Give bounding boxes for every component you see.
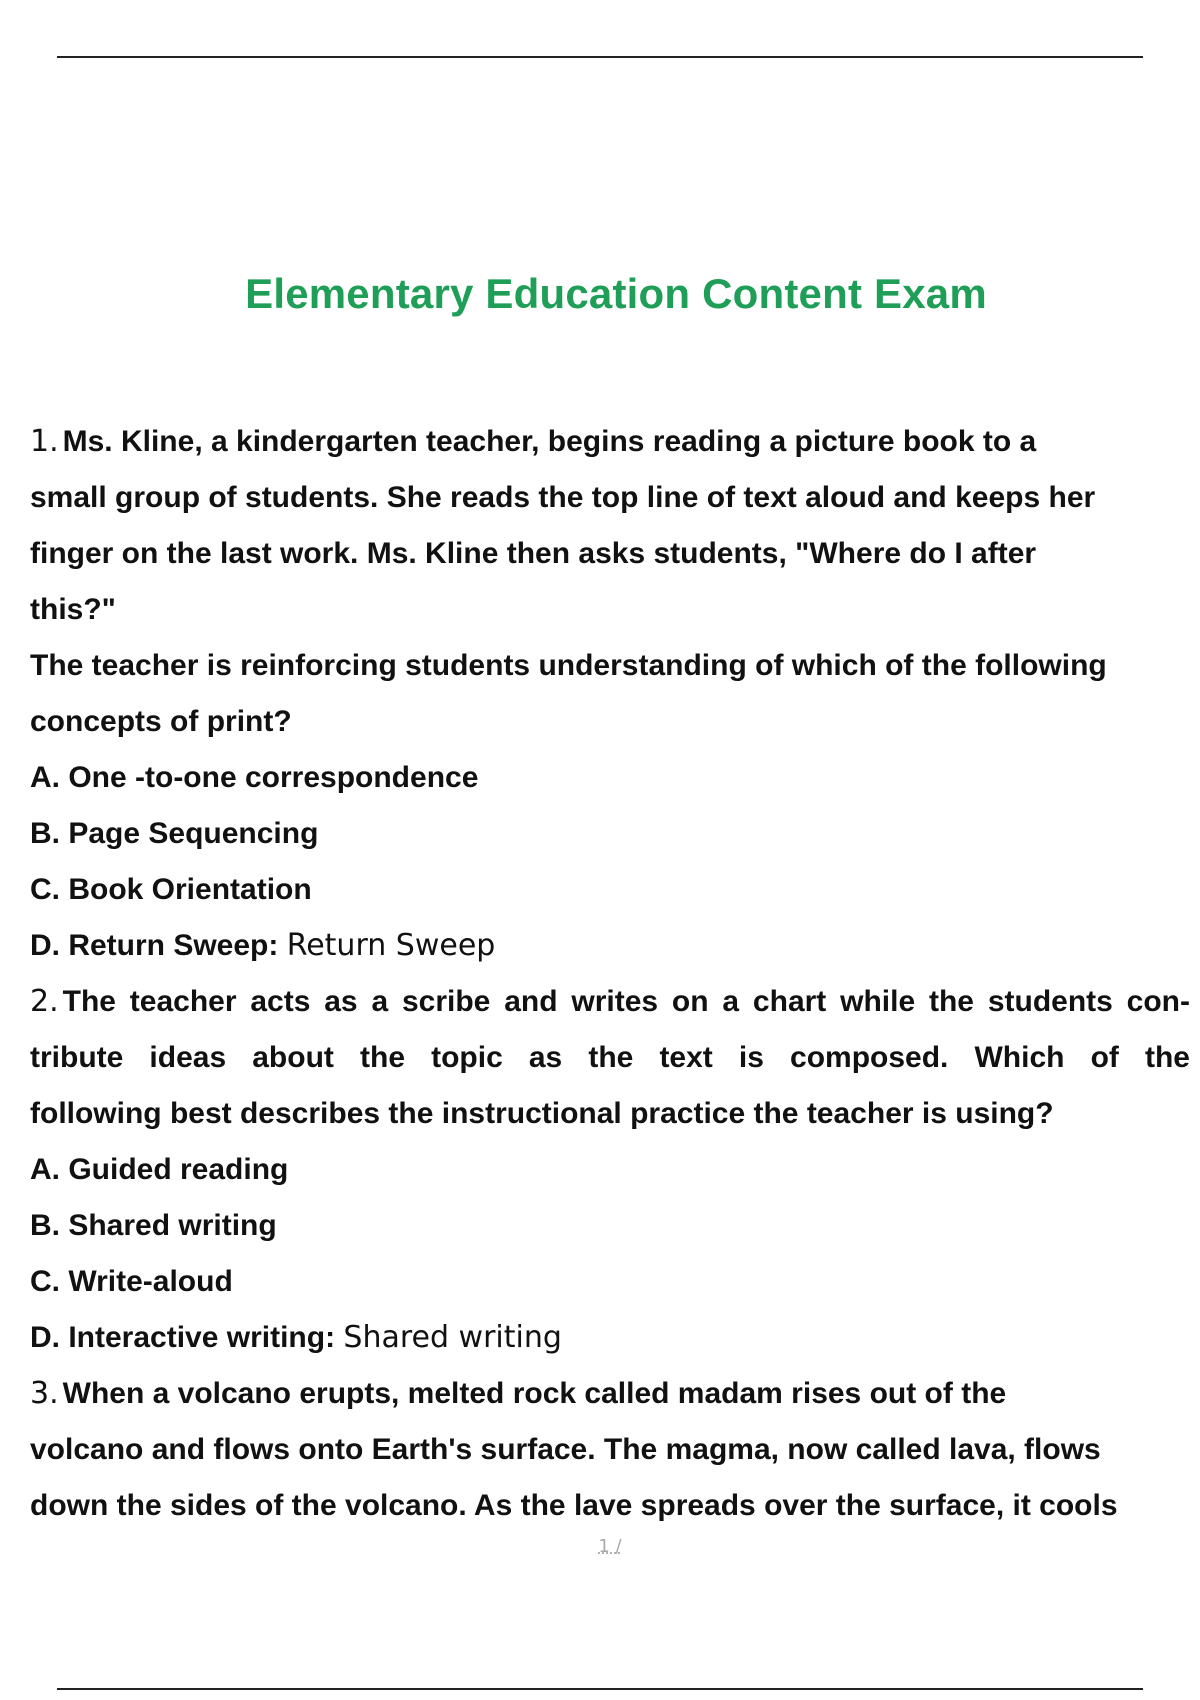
answer-text: Return Sweep xyxy=(286,928,496,963)
question-3-line-1: 3. When a volcano erupts, melted rock called madam rises out of the xyxy=(30,1376,1007,1411)
option-b: B. Page Sequencing xyxy=(30,817,319,850)
question-2 xyxy=(30,974,1190,1366)
question-1-line-3: finger on the last work. Ms. Kline then asks students, "Where do I after xyxy=(30,537,1037,570)
option-d: D. Interactive writing: Shared writing xyxy=(30,1320,562,1355)
question-3-line-2: volcano and flows onto Earth's surface. The magma, now called lava, flows xyxy=(30,1433,1101,1466)
question-3-line-3: down the sides of the volcano. As the lave spreads over the surface, it cools xyxy=(30,1489,1118,1522)
answer-text: Shared writing xyxy=(343,1320,562,1355)
question-1-line-2: small group of students. She reads the top line of text aloud and keeps her xyxy=(30,481,1096,514)
top-rule xyxy=(57,56,1143,58)
question-number: 1. xyxy=(30,424,59,459)
question-number: 3. xyxy=(30,1376,59,1411)
question-1-line-6: concepts of print? xyxy=(30,705,292,738)
option-a: A. Guided reading xyxy=(30,1153,289,1186)
question-1 xyxy=(30,414,1190,974)
document-title: Elementary Education Content Exam xyxy=(245,270,987,317)
option-b: B. Shared writing xyxy=(30,1209,277,1242)
question-1-line-1: 1. Ms. Kline, a kindergarten teacher, begins reading a picture book to a xyxy=(30,424,1037,459)
question-2-line-1: 2. The teacher acts as a scribe and writes on a chart while the students con- xyxy=(30,984,1190,1019)
option-d: D. Return Sweep: Return Sweep xyxy=(30,928,496,963)
option-a: A. One -to-one correspondence xyxy=(30,761,479,794)
question-2-line-3: following best describes the instructional practice the teacher is using? xyxy=(30,1097,1054,1130)
question-number: 2. xyxy=(30,984,59,1019)
question-list xyxy=(30,414,1190,1534)
bottom-rule xyxy=(57,1688,1143,1690)
option-c: C. Book Orientation xyxy=(30,873,312,906)
question-3 xyxy=(30,1366,1190,1534)
question-1-line-5: The teacher is reinforcing students understanding of which of the following xyxy=(30,649,1107,682)
question-1-line-4: this?" xyxy=(30,593,116,626)
option-c: C. Write-aloud xyxy=(30,1265,233,1298)
question-2-line-2: tribute ideas about the topic as the text is composed. Which of the xyxy=(30,1041,1190,1074)
page-number: 1 / xyxy=(598,1536,622,1557)
